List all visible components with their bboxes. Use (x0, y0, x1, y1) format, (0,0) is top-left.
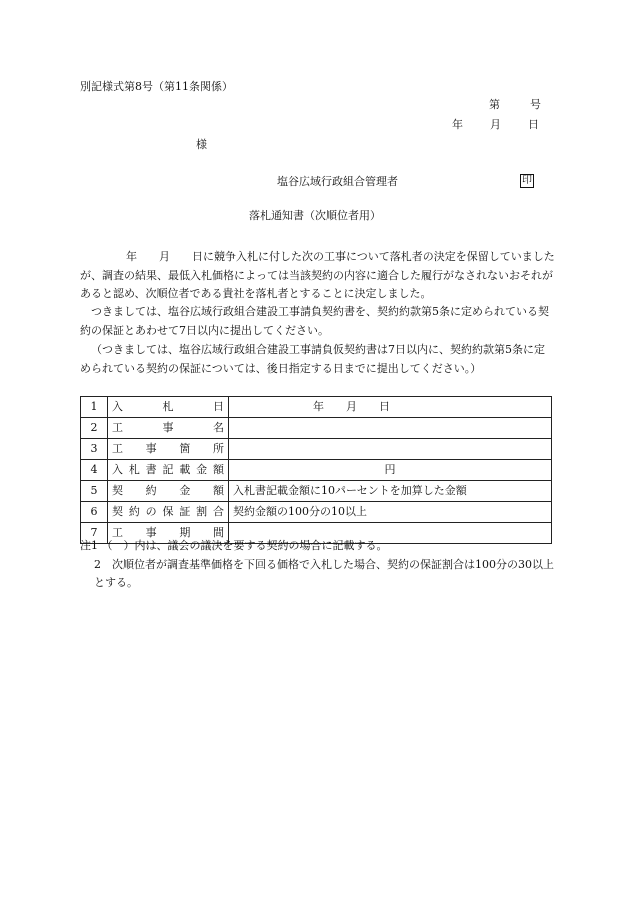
bid-date-day-unit: 日 (379, 400, 390, 413)
contract-amount-value: 入札書記載金額に10パーセントを加算した金額 (229, 481, 552, 502)
table-row (81, 502, 552, 523)
p1-year-unit: 年 (126, 250, 137, 263)
row-label: 工事期間 (108, 523, 229, 544)
table-row (81, 439, 552, 460)
note-2: 2 次順位者が調査基準価格を下回る価格で入札した場合、契約の保証割合は100分の30以上とする。 (94, 557, 554, 589)
p1-text: 日に競争入札に付した次の工事について落札者の決定を保留していましたが、調査の結果、最低入札価格によっては当該契約の内容に適合した履行がなされないおそれがあると認め、次順位者である貴社を落札者とすることに決定しました。 (80, 250, 555, 300)
p1-month-unit: 月 (159, 250, 170, 263)
issue-date (452, 118, 539, 132)
table-row (81, 418, 552, 439)
body-paragraph-3: （つきましては、塩谷広域行政組合建設工事請負仮契約書は7日以内に、契約約款第5条に定められている契約の保証については、後日指定する日までに提出してください。） (80, 343, 545, 375)
row-number: 6 (81, 502, 108, 523)
note-1: 注1 （ ）内は、議会の議決を要する契約の場合に記載する。 (80, 539, 388, 552)
contract-info-table (80, 396, 552, 544)
work-name-value (229, 418, 552, 439)
notes (80, 537, 555, 593)
row-number: 7 (81, 523, 108, 544)
bid-date-year-unit: 年 (313, 400, 324, 413)
date-day-unit: 日 (528, 118, 539, 131)
bid-amount-value: 円 (229, 460, 552, 481)
document-title: 落札通知書（次順位者用） (249, 209, 381, 222)
row-number: 4 (81, 460, 108, 481)
row-label: 工事名 (108, 418, 229, 439)
bid-date-value (229, 397, 552, 418)
seal-mark: 印 (522, 175, 532, 186)
recipient-honorific: 様 (196, 138, 207, 151)
row-label: 入札日 (108, 397, 229, 418)
form-label: 別記様式第8号（第11条関係） (80, 80, 233, 93)
body-paragraph-2: つきましては、塩谷広域行政組合建設工事請負契約書を、契約約款第5条に定められている契約の保証とあわせて7日以内に提出してください。 (80, 305, 549, 337)
body-paragraph-1 (80, 248, 555, 304)
issuer-name: 塩谷広域行政組合管理者 (277, 175, 398, 188)
table-row (81, 460, 552, 481)
bid-date-month-unit: 月 (346, 400, 357, 413)
row-number: 3 (81, 439, 108, 460)
row-number: 2 (81, 418, 108, 439)
guarantee-ratio-value: 契約金額の100分の10以上 (229, 502, 552, 523)
number-prefix: 第 (489, 98, 500, 111)
date-month-unit: 月 (490, 118, 501, 131)
work-location-value (229, 439, 552, 460)
document-number (489, 98, 541, 112)
row-number: 5 (81, 481, 108, 502)
row-number: 1 (81, 397, 108, 418)
row-label: 契約の保証割合 (108, 502, 229, 523)
table-row (81, 481, 552, 502)
row-label: 工事箇所 (108, 439, 229, 460)
date-year-unit: 年 (452, 118, 463, 131)
table-row (81, 397, 552, 418)
row-label: 入札書記載金額 (108, 460, 229, 481)
row-label: 契約金額 (108, 481, 229, 502)
number-suffix: 号 (530, 98, 541, 111)
